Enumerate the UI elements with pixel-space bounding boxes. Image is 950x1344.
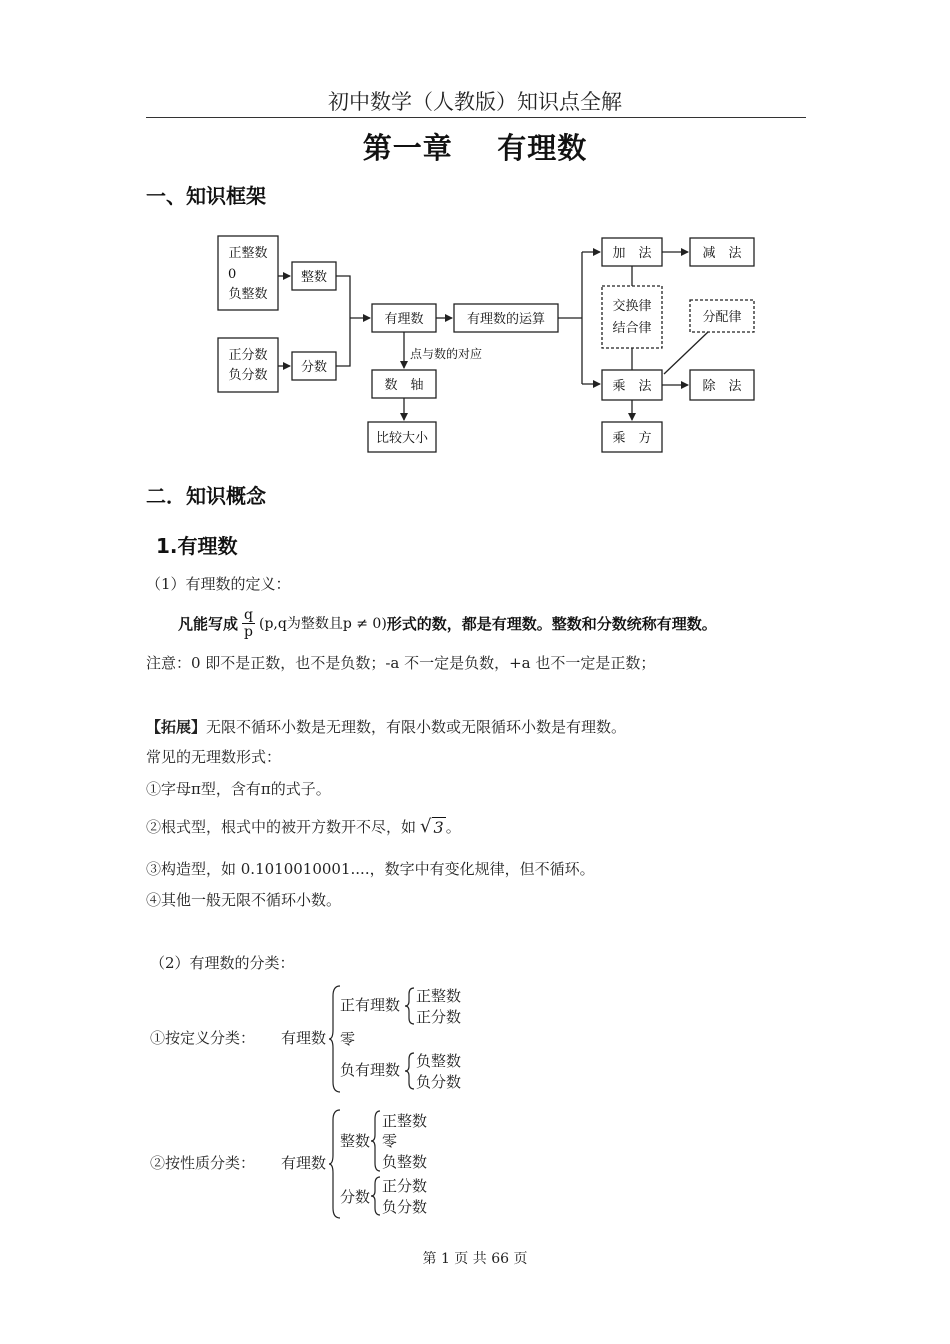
tree1-positive-fraction: 正分数 xyxy=(416,1008,462,1026)
box-laws xyxy=(602,286,662,348)
irrational-form-2 xyxy=(146,816,461,837)
tree2-positive-integer: 正整数 xyxy=(382,1112,428,1130)
label-fraction: 分数 xyxy=(300,360,328,375)
label-power: 乘 方 xyxy=(612,431,652,446)
chapter-name: 有理数 xyxy=(497,131,588,165)
tree1-neg-brace xyxy=(404,1051,416,1091)
label-numberline: 数 轴 xyxy=(384,378,424,393)
expand-tag: 【拓展】 xyxy=(146,718,207,736)
header-rule xyxy=(146,117,806,118)
subsection-title-rational: 1.有理数 xyxy=(156,534,238,558)
tree2-negative-fraction: 负分数 xyxy=(382,1198,428,1216)
label-point-number-correspondence: 点与数的对应 xyxy=(410,347,483,361)
tree2-zero: 零 xyxy=(382,1132,398,1150)
definition-heading: （1）有理数的定义： xyxy=(146,575,291,593)
tree1-positive-rational: 正有理数 xyxy=(340,996,401,1014)
sqrt-radicand: 3 xyxy=(433,818,444,837)
label-operations: 有理数的运算 xyxy=(466,312,546,327)
chapter-title xyxy=(0,126,950,167)
definition-lead: 凡能写成 xyxy=(178,614,239,633)
irrational-form-3: ③构造型，如 0.1010010001....，数字中有变化规律，但不循环。 xyxy=(146,860,595,878)
definition-statement xyxy=(178,603,717,643)
label-associative: 结合律 xyxy=(612,321,652,336)
tree1-pos-brace xyxy=(404,986,416,1026)
label-commutative: 交换律 xyxy=(612,299,652,314)
expand-text: 无限不循环小数是无理数，有限小数或无限循环小数是有理数。 xyxy=(206,718,627,736)
tree1-negative-integer: 负整数 xyxy=(416,1052,462,1070)
irrational-form-1: ①字母π型，含有π的式子。 xyxy=(146,780,331,798)
fraction-numerator: q xyxy=(244,606,253,623)
tree2-integer: 整数 xyxy=(340,1132,371,1150)
tree2-fraction: 分数 xyxy=(340,1188,371,1206)
label-negative-integer: 负整数 xyxy=(228,287,268,302)
tree1-negative-rational: 负有理数 xyxy=(340,1061,401,1079)
label-rational: 有理数 xyxy=(384,312,424,327)
box-fraction-types xyxy=(218,338,278,392)
irrational-form-2-text: ②根式型，根式中的被开方数开不尽，如 xyxy=(146,818,417,836)
label-add: 加 法 xyxy=(612,246,652,261)
label-div: 除 法 xyxy=(702,379,742,394)
sqrt-3: √ 3 xyxy=(420,816,444,837)
tree1-negative-fraction: 负分数 xyxy=(416,1073,462,1091)
irrational-forms-heading: 常见的无理数形式： xyxy=(146,748,282,766)
tree1-positive-integer: 正整数 xyxy=(416,987,462,1005)
definition-tail: 形式的数，都是有理数。整数和分数统称有理数。 xyxy=(386,614,717,633)
tree2-root: 有理数 xyxy=(281,1154,327,1172)
knowledge-framework-diagram xyxy=(210,226,770,462)
label-integer: 整数 xyxy=(300,270,328,285)
tree2-negative-integer: 负整数 xyxy=(382,1153,428,1171)
label-compare: 比较大小 xyxy=(375,431,429,446)
definition-condition: (p,q为整数且p ≠ 0) xyxy=(258,616,387,632)
label-negative-fraction: 负分数 xyxy=(228,368,268,383)
tree2-frac-brace xyxy=(370,1175,382,1217)
tree1-zero: 零 xyxy=(340,1030,356,1048)
tree2-positive-fraction: 正分数 xyxy=(382,1177,428,1195)
label-positive-integer: 正整数 xyxy=(228,246,268,261)
irrational-form-2-end: 。 xyxy=(445,818,461,836)
label-zero: 0 xyxy=(228,267,237,282)
label-sub: 减 法 xyxy=(702,246,742,261)
section-title-concepts: 二．知识概念 xyxy=(146,484,266,508)
chapter-number: 第一章 xyxy=(362,131,453,165)
classify-by-definition-label: ①按定义分类： xyxy=(150,1029,256,1047)
section-title-framework: 一、知识框架 xyxy=(146,184,266,208)
fraction-q-over-p xyxy=(242,607,255,640)
irrational-form-4: ④其他一般无限不循环小数。 xyxy=(146,891,342,909)
tree2-int-brace xyxy=(370,1109,382,1173)
fraction-denominator: p xyxy=(244,623,253,640)
page-footer: 第 1 页 共 66 页 xyxy=(422,1251,528,1267)
label-distributive: 分配律 xyxy=(702,310,742,325)
classify-by-nature-label: ②按性质分类： xyxy=(150,1154,256,1172)
label-mul: 乘 法 xyxy=(612,379,652,394)
label-positive-fraction: 正分数 xyxy=(228,348,268,363)
classification-heading: （2）有理数的分类： xyxy=(150,954,295,972)
tree1-root: 有理数 xyxy=(281,1029,327,1047)
expand-paragraph xyxy=(146,716,626,737)
note-text: 注意：0 即不是正数，也不是负数；-a 不一定是负数，+a 也不一定是正数； xyxy=(146,654,656,672)
document-header: 初中数学（人教版）知识点全解 xyxy=(328,90,622,114)
